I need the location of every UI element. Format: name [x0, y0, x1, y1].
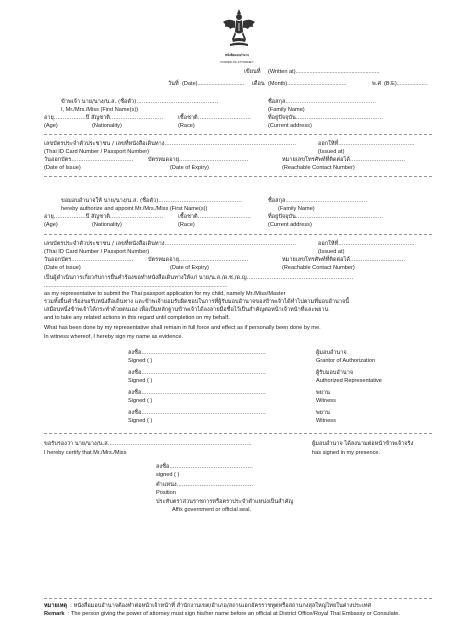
sig-1-signed: Signed ( )	[128, 358, 153, 364]
sig-3-line: ลงชื่อ......................................................................	[128, 390, 266, 396]
sig-1-role: Grantor of Authorization	[316, 358, 376, 364]
year-field: (B.E)....................	[384, 81, 428, 87]
body-line-7: What has been done by my representative shall remain in full force and effect as if personally been done by me.	[44, 325, 321, 331]
divider	[44, 433, 432, 434]
cert-line-english: I hereby certify that Mr./Mrs./Miss	[44, 450, 127, 456]
cert-line-thai: ขอรับรองว่า นาย/นาง/น.ส.................................................................................	[44, 441, 252, 447]
grantor-id-label: (Thai ID Card Number / Passport Number)	[44, 149, 150, 155]
rep-race-label: (Race)	[178, 222, 195, 228]
title-english: POWER OF ATTORNEY	[220, 60, 254, 64]
rep-issue-date-thai: วันออกบัตร...................................	[44, 257, 134, 263]
body-line-2: ......................................................................................................................	[44, 283, 228, 289]
rep-name-thai: ขอมอบอำนาจให้ นาย/นาง/น.ส. (ชื่อตัว)...............................................	[61, 198, 242, 204]
grantor-issued-label: (Issued at)	[318, 149, 345, 155]
sig-4-signed: Signed ( )	[128, 418, 153, 424]
rep-surname-thai: ชื่อสกุล..............................................	[268, 198, 368, 204]
sig-2-role-thai: ผู้รับมอบอำนาจ	[316, 370, 354, 376]
rep-name-label: hereby authorize and appoint Mr./Mrs./Miss (First Name(s))	[61, 206, 208, 212]
rep-expiry-label: (Date of Expiry)	[170, 265, 209, 271]
cert-position: Position	[156, 490, 176, 496]
body-line-1: เป็นผู้ดำเนินการเกี่ยวกับการยื่นคำร้องขอทำหนังสือเดินทางให้แก่ นาย/น.ส./ด.ช./ด.ญ............................................................	[44, 275, 354, 281]
remark-text: : The person giving the power of attorney must sign his/her name before an official at District Office/Royal Thai Embassy or Consulate.	[68, 611, 400, 617]
rep-address-label: (Current address)	[268, 222, 312, 228]
sig-2-signed: Signed ( )	[128, 378, 153, 384]
garuda-emblem-icon	[222, 8, 256, 50]
sig-4-role-thai: พยาน	[316, 410, 330, 416]
body-line-6: and to take any related actions in this regard until completion on my behalf.	[44, 315, 230, 321]
rep-issue-date-label: (Date of Issue)	[44, 265, 81, 271]
grantor-issue-date-label: (Date of Issue)	[44, 165, 81, 171]
cert-seal: Affix government or official seal.	[172, 507, 252, 513]
rep-expiry-thai: บัตรหมดอายุ.......................................	[148, 257, 249, 263]
body-line-8: In witness whereof, I hereby sign my name as evidence.	[44, 334, 183, 340]
rep-contact-label: (Reachable Contact Number)	[282, 265, 355, 271]
title-thai: หนังสือมอบอำนาจ	[225, 53, 249, 57]
grantor-surname-label: (Family Name)	[268, 107, 305, 113]
rep-age-thai: อายุ..................ปี สัญชาติ..............................	[44, 214, 164, 220]
grantor-race-label: (Race)	[178, 123, 195, 129]
place-field: (Written at)......................................................	[268, 69, 380, 75]
rep-nationality-label: (Nationality)	[92, 222, 122, 228]
remark-label: Remark	[44, 611, 65, 617]
divider	[44, 234, 432, 235]
grantor-name-thai: ข้าพเจ้า นาย/นาง/น.ส. (ชื่อตัว)..............................................	[61, 99, 219, 105]
divider	[44, 176, 432, 177]
cert-position-thai: ตำแหน่ง...........................................	[156, 482, 254, 488]
grantor-id-thai: เลขบัตรประจำตัวประชาชน / เลขที่หนังสือเดินทาง..........................................................................	[44, 141, 297, 147]
body-line-3: as my representative to submit the Thai passport application for my child, namely Mr./Miss/Master	[44, 291, 286, 297]
grantor-expiry-thai: บัตรหมดอายุ.......................................	[148, 157, 249, 163]
day-field: (Date)..............................	[182, 81, 245, 87]
grantor-issue-date-thai: วันออกบัตร...................................	[44, 157, 134, 163]
month-field: (Month)......................................	[268, 81, 347, 87]
sig-1-role-thai: ผู้มอบอำนาจ	[316, 350, 347, 356]
grantor-issued-thai: ออกให้ที่...........................................	[318, 141, 415, 147]
grantor-contact-thai: หมายเลขโทรศัพท์ที่ติดต่อได้...............................	[282, 157, 406, 163]
remark-label-thai: หมายเหตุ	[44, 603, 68, 609]
rep-surname-label: (Family Name)	[278, 206, 315, 212]
day-label-thai: วันที่	[168, 81, 179, 87]
cert-sign-line: ลงชื่อ...............................................	[156, 464, 253, 470]
grantor-age-label: (Age)	[44, 123, 58, 129]
sig-2-line: ลงชื่อ......................................................................	[128, 370, 266, 376]
grantor-nationality-label: (Nationality)	[92, 123, 122, 129]
cert-line-english-end: has signed in my presence.	[312, 450, 381, 456]
grantor-age-thai: อายุ..................ปี สัญชาติ..............................	[44, 115, 164, 121]
rep-race-thai: เชื้อชาติ..............................	[178, 214, 251, 220]
grantor-race-thai: เชื้อชาติ..............................	[178, 115, 251, 121]
grantor-contact-label: (Reachable Contact Number)	[282, 165, 355, 171]
divider	[44, 134, 432, 135]
rep-issued-label: (Issued at)	[318, 249, 345, 255]
rep-age-label: (Age)	[44, 222, 58, 228]
month-label-thai: เดือน	[252, 81, 265, 87]
sig-1-line: ลงชื่อ......................................................................	[128, 350, 266, 356]
grantor-address-thai: ที่อยู่ปัจจุบัน.................................................	[268, 115, 383, 121]
place-label-thai: เขียนที่	[244, 69, 261, 75]
cert-signed: signed ( )	[156, 472, 180, 478]
rep-issued-thai: ออกให้ที่...........................................	[318, 241, 415, 247]
sig-3-signed: Signed ( )	[128, 398, 153, 404]
rep-id-thai: เลขบัตรประจำตัวประชาชน / เลขที่หนังสือเดินทาง..........................................................................	[44, 241, 297, 247]
sig-4-role: Witness	[316, 418, 336, 424]
grantor-surname-thai: ชื่อสกุล...................................................	[268, 99, 377, 105]
cert-seal-thai: ประทับตราส่วนราชการหรือตราประจำตำแหน่งเป็นสำคัญ	[156, 499, 294, 505]
rep-address-thai: ที่อยู่ปัจจุบัน.................................................	[268, 214, 383, 220]
sig-3-role-thai: พยาน	[316, 390, 330, 396]
body-line-5: เสมือนหนึ่งข้าพเจ้าได้กระทำด้วยตนเอง เพื่อเป็นหลักฐานข้าพเจ้าได้ลงลายมือชื่อไว้เป็นสำคัญต่อหน้าเจ้าหน้าที่และพยาน	[44, 307, 329, 313]
sig-3-role: Witness	[316, 398, 336, 404]
remark-text-thai: : หนังสือมอบอำนาจต้องทำต่อหน้าเจ้าหน้าที่ สำนักงานเขต/อำเภอ/สถานเอกอัครราชทูตหรือสถานกงสุลใหญ่ไทยในต่างประเทศ	[70, 603, 372, 609]
sig-2-role: Authorized Representative	[316, 378, 382, 384]
body-line-4: รวมทั้งยื่นคำร้องขอรับหนังสือเดินทาง และข้าพเจ้ายอมรับผิดชอบในการที่ผู้รับมอบอำนาจของข้าพเจ้าได้ทำไปตามที่มอบอำนาจนี้	[44, 299, 350, 305]
divider	[44, 598, 432, 599]
grantor-name-label: I, Mr./Mrs./Miss (First Name(s))	[61, 107, 139, 113]
rep-contact-thai: หมายเลขโทรศัพท์ที่ติดต่อได้...............................	[282, 257, 406, 263]
grantor-address-label: (Current address)	[268, 123, 312, 129]
rep-id-label: (Thai ID Card Number / Passport Number)	[44, 249, 150, 255]
sig-4-line: ลงชื่อ......................................................................	[128, 410, 266, 416]
year-label-thai: พ.ศ	[372, 81, 382, 87]
cert-line-thai-end: ผู้มอบอำนาจ ได้ลงนามต่อหน้าข้าพเจ้าจริง	[312, 441, 414, 447]
grantor-expiry-label: (Date of Expiry)	[170, 165, 209, 171]
